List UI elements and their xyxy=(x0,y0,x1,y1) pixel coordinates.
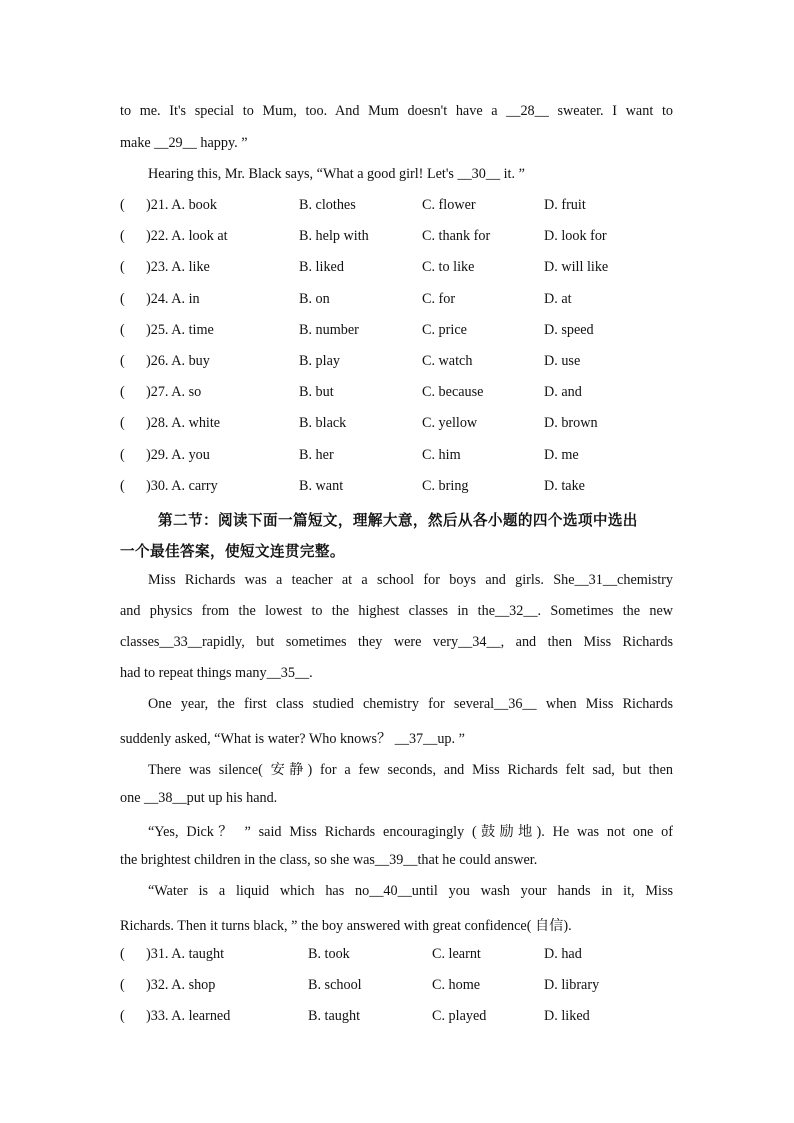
question-option-c: C. for xyxy=(422,291,456,307)
question-option-b: B. school xyxy=(308,977,362,993)
question-option-a: ( )28. A. white xyxy=(120,415,221,431)
question-option-d: D. liked xyxy=(544,1008,590,1024)
question-option-d: D. me xyxy=(544,447,579,463)
question-option-c: C. thank for xyxy=(422,228,491,244)
question-option-b: B. help with xyxy=(299,228,369,244)
question-option-a: ( )24. A. in xyxy=(120,291,200,307)
question-option-c: C. watch xyxy=(422,353,473,369)
question-option-d: D. will like xyxy=(544,259,609,275)
passage-line: “Yes, Dick？ ” said Miss Richards encouragingly (鼓励地). He was not one of xyxy=(148,824,673,840)
question-option-b: B. but xyxy=(299,384,334,400)
question-option-c: C. to like xyxy=(422,259,475,275)
question-option-d: D. had xyxy=(544,946,582,962)
question-option-c: C. bring xyxy=(422,478,469,494)
question-option-b: B. took xyxy=(308,946,350,962)
passage-line: Miss Richards was a teacher at a school for boys and girls. She__31__chemistry xyxy=(148,572,673,588)
passage-line: the brightest children in the class, so she was__39__that he could answer. xyxy=(120,852,538,868)
question-option-d: D. library xyxy=(544,977,600,993)
question-option-c: C. because xyxy=(422,384,484,400)
question-option-a: ( )31. A. taught xyxy=(120,946,225,962)
passage-line: Hearing this, Mr. Black says, “What a good girl! Let's __30__ it. ” xyxy=(148,166,525,182)
question-option-a: ( )32. A. shop xyxy=(120,977,216,993)
passage-line: Richards. Then it turns black, ” the boy answered with great confidence( 自信). xyxy=(120,918,572,934)
passage-line: “Water is a liquid which has no__40__until you wash your hands in it, Miss xyxy=(148,883,673,899)
question-option-c: C. yellow xyxy=(422,415,478,431)
passage-line: and physics from the lowest to the highest classes in the__32__. Sometimes the new xyxy=(120,603,673,619)
question-option-a: ( )33. A. learned xyxy=(120,1008,231,1024)
question-option-c: C. him xyxy=(422,447,461,463)
question-option-c: C. played xyxy=(432,1008,487,1024)
section-heading: 一个最佳答案，使短文连贯完整。 xyxy=(120,543,345,560)
question-option-a: ( )25. A. time xyxy=(120,322,214,338)
question-option-a: ( )29. A. you xyxy=(120,447,210,463)
question-option-d: D. take xyxy=(544,478,585,494)
question-option-b: B. taught xyxy=(308,1008,361,1024)
question-option-d: D. speed xyxy=(544,322,594,338)
section-heading: 第二节：阅读下面一篇短文，理解大意，然后从各小题的四个选项中选出 xyxy=(158,512,638,529)
question-option-d: D. fruit xyxy=(544,197,586,213)
question-option-a: ( )21. A. book xyxy=(120,197,217,213)
passage-line: suddenly asked, “What is water? Who knows？ __37__up. ” xyxy=(120,731,465,747)
question-option-a: ( )22. A. look at xyxy=(120,228,228,244)
passage-line: One year, the first class studied chemistry for several__36__ when Miss Richards xyxy=(148,696,673,712)
question-option-b: B. number xyxy=(299,322,359,338)
question-option-b: B. her xyxy=(299,447,334,463)
passage-line: to me. It's special to Mum, too. And Mum doesn't have a __28__ sweater. I want to xyxy=(120,103,673,119)
question-option-d: D. use xyxy=(544,353,581,369)
question-option-a: ( )26. A. buy xyxy=(120,353,210,369)
passage-line: had to repeat things many__35__. xyxy=(120,665,313,681)
question-option-a: ( )30. A. carry xyxy=(120,478,218,494)
question-option-b: B. play xyxy=(299,353,340,369)
question-option-a: ( )23. A. like xyxy=(120,259,210,275)
question-option-a: ( )27. A. so xyxy=(120,384,202,400)
question-option-d: D. at xyxy=(544,291,572,307)
question-option-c: C. learnt xyxy=(432,946,481,962)
question-option-c: C. price xyxy=(422,322,467,338)
question-option-c: C. home xyxy=(432,977,481,993)
question-option-d: D. look for xyxy=(544,228,607,244)
passage-line: There was silence( 安静) for a few seconds, and Miss Richards felt sad, but then xyxy=(148,762,673,778)
question-option-b: B. black xyxy=(299,415,347,431)
question-option-d: D. brown xyxy=(544,415,598,431)
passage-line: classes__33__rapidly, but sometimes they were very__34__, and then Miss Richards xyxy=(120,634,673,650)
passage-line: one __38__put up his hand. xyxy=(120,790,278,806)
question-option-b: B. want xyxy=(299,478,344,494)
passage-line: make __29__ happy. ” xyxy=(120,135,248,151)
question-option-b: B. liked xyxy=(299,259,344,275)
question-option-b: B. clothes xyxy=(299,197,356,213)
question-option-c: C. flower xyxy=(422,197,476,213)
question-option-b: B. on xyxy=(299,291,330,307)
question-option-d: D. and xyxy=(544,384,582,400)
